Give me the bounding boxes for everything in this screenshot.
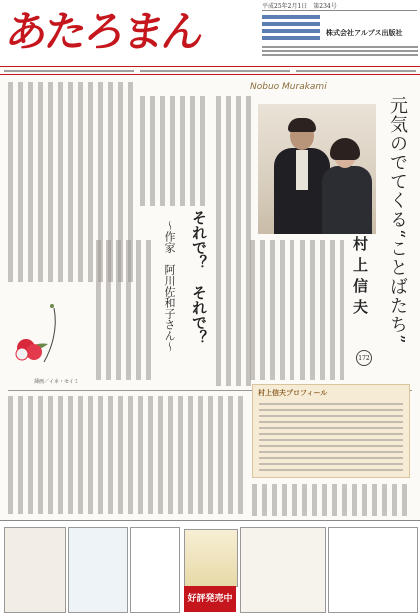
author-byline: 村上信夫 — [351, 236, 369, 320]
ad-box — [4, 527, 66, 613]
body-column — [216, 96, 252, 386]
author-photo — [258, 104, 376, 234]
column-headline: 元気のでてくる“ことばたち” — [387, 96, 408, 345]
article-subject: 〜作家 阿川佐和子さん〜 — [163, 220, 176, 352]
body-column — [300, 240, 344, 380]
article-subtitle: それで？ それで？ — [190, 210, 208, 345]
issue-date-line: 平成25年2月1日 第234号 — [262, 2, 417, 11]
profile-box — [252, 384, 410, 478]
ad-box — [328, 527, 418, 613]
publisher-address — [262, 44, 418, 60]
ad-box — [130, 527, 180, 613]
masthead-title: あたろまん — [2, 7, 205, 56]
body-column — [252, 484, 410, 516]
issue-number-badge: 172 — [356, 350, 372, 366]
ad-box — [240, 527, 326, 613]
book-cover — [184, 529, 238, 587]
profile-text — [259, 403, 403, 473]
flower-illustration — [8, 288, 86, 370]
body-column — [96, 240, 152, 380]
body-column — [8, 396, 246, 514]
profile-title: 村上信夫プロフィール — [258, 389, 328, 397]
info-strip — [0, 66, 420, 75]
publisher-name: 株式会社アルプス出版社 — [326, 29, 403, 37]
ad-box — [68, 527, 128, 613]
illustration-caption: 挿画／イネ・セイミ — [34, 379, 79, 385]
book-release-badge: 好評発売中 — [184, 586, 236, 612]
body-column — [250, 240, 294, 380]
body-column — [140, 96, 210, 206]
author-name-en: Nobuo Murakami — [250, 82, 327, 92]
